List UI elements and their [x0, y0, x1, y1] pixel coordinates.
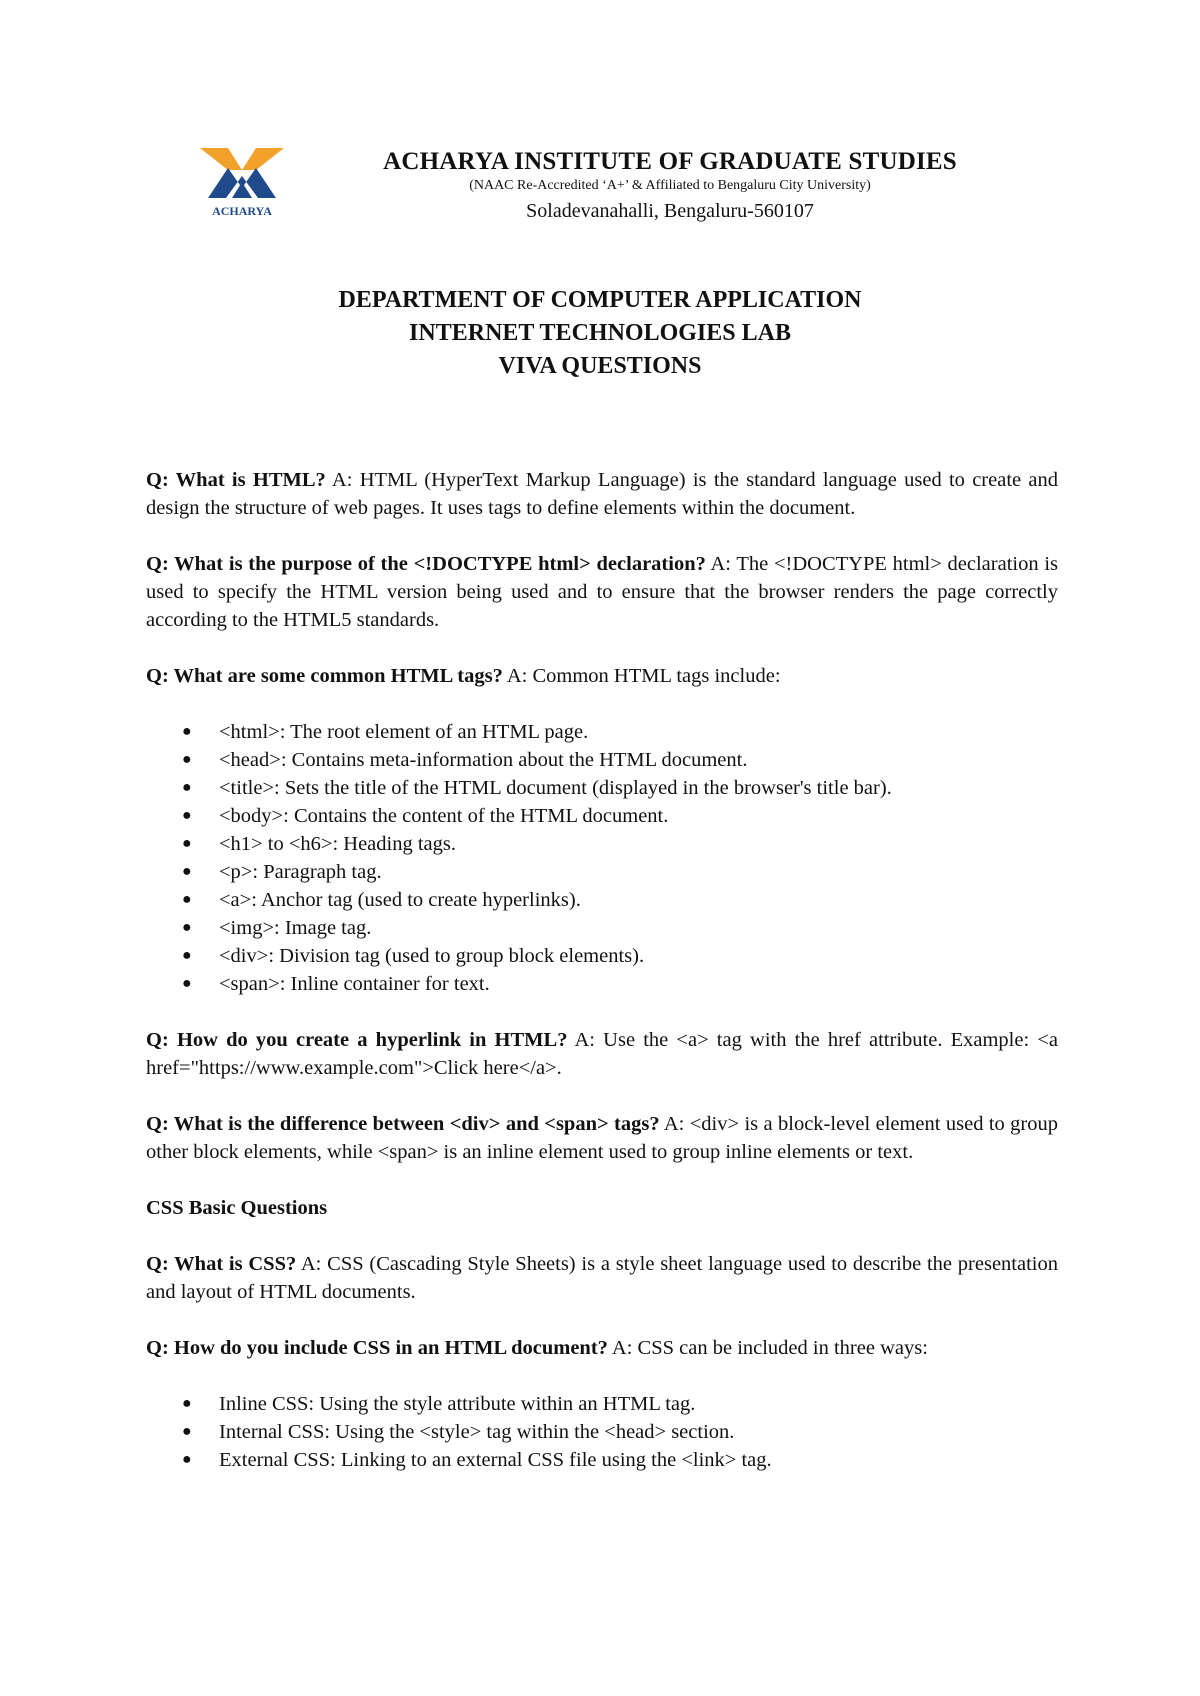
answer-text: A: The <!DOCTYPE html> declaration is used to specify the HTML version being used and to ensure that the browser renders the page correctly according to the HTML5 standards. — [146, 553, 1058, 631]
institute-address: Soladevanahalli, Bengaluru-560107 — [526, 200, 814, 222]
viva-content — [146, 466, 1058, 1502]
question-text: Q: How do you include CSS in an HTML document? — [146, 1337, 608, 1359]
acharya-logo — [198, 148, 286, 228]
list-item: ● External CSS: Linking to an external CSS file using the <link> tag. — [219, 1446, 1058, 1474]
list-item: ● <h1> to <h6>: Heading tags. — [219, 830, 1058, 858]
qa-item — [146, 466, 1058, 522]
bullet-icon: ● — [182, 779, 192, 796]
bullet-icon: ● — [182, 723, 192, 740]
list-item: ● <span>: Inline container for text. — [219, 970, 1058, 998]
question-text: Q: How do you create a hyperlink in HTML? — [146, 1029, 568, 1051]
css-ways-list — [146, 1390, 1058, 1474]
institute-header — [330, 148, 1010, 224]
list-item: ● <img>: Image tag. — [219, 914, 1058, 942]
list-item: ● <a>: Anchor tag (used to create hyperlinks). — [219, 886, 1058, 914]
list-item: ● <head>: Contains meta-information about the HTML document. — [219, 746, 1058, 774]
bullet-icon: ● — [182, 947, 192, 964]
bullet-icon: ● — [182, 807, 192, 824]
department-title: DEPARTMENT OF COMPUTER APPLICATION — [338, 287, 862, 313]
qa-item — [146, 1110, 1058, 1166]
answer-text: A: Common HTML tags include: — [502, 665, 781, 687]
list-item: ● <html>: The root element of an HTML page. — [219, 718, 1058, 746]
answer-text: A: CSS (Cascading Style Sheets) is a style sheet language used to describe the presentation and layout of HTML documents. — [146, 1253, 1058, 1303]
list-item: ● Internal CSS: Using the <style> tag within the <head> section. — [219, 1418, 1058, 1446]
qa-item — [146, 1026, 1058, 1082]
question-text: Q: What is the purpose of the <!DOCTYPE html> declaration? — [146, 553, 706, 575]
answer-text: A: CSS can be included in three ways: — [607, 1337, 928, 1359]
list-item: ● Inline CSS: Using the style attribute within an HTML tag. — [219, 1390, 1058, 1418]
bullet-icon: ● — [182, 835, 192, 852]
qa-item — [146, 550, 1058, 634]
bullet-icon: ● — [182, 919, 192, 936]
bullet-icon: ● — [182, 1423, 192, 1440]
list-item: ● <body>: Contains the content of the HTML document. — [219, 802, 1058, 830]
bullet-icon: ● — [182, 975, 192, 992]
bullet-icon: ● — [182, 1451, 192, 1468]
list-item: ● <p>: Paragraph tag. — [219, 858, 1058, 886]
institute-name: ACHARYA INSTITUTE OF GRADUATE STUDIES — [383, 148, 957, 175]
accreditation-line: (NAAC Re-Accredited ‘A+’ & Affiliated to Bengaluru City University) — [469, 178, 871, 193]
acharya-logo-icon — [198, 148, 286, 228]
lab-title: INTERNET TECHNOLOGIES LAB — [409, 320, 791, 346]
answer-text: A: <div> is a block-level element used to group other block elements, while <span> is an inline element used to group inline elements or text. — [146, 1113, 1058, 1163]
bullet-icon: ● — [182, 891, 192, 908]
list-item: ● <div>: Division tag (used to group block elements). — [219, 942, 1058, 970]
logo-text: ACHARYA — [212, 204, 272, 218]
question-text: Q: What is CSS? — [146, 1253, 297, 1275]
qa-item — [146, 1250, 1058, 1306]
answer-text: A: Use the <a> tag with the href attribute. Example: <a href="https://www.example.com">Click here</a>. — [146, 1029, 1058, 1079]
title-block — [0, 284, 1200, 383]
qa-item — [146, 662, 1058, 690]
question-text: Q: What is the difference between <div> and <span> tags? — [146, 1113, 660, 1135]
answer-text: A: HTML (HyperText Markup Language) is the standard language used to create and design the structure of web pages. It uses tags to define elements within the document. — [146, 469, 1058, 519]
qa-item — [146, 1334, 1058, 1362]
question-text: Q: What is HTML? — [146, 469, 326, 491]
css-section-title: CSS Basic Questions — [146, 1197, 328, 1219]
bullet-icon: ● — [182, 863, 192, 880]
list-item: ● <title>: Sets the title of the HTML document (displayed in the browser's title bar). — [219, 774, 1058, 802]
html-tags-list — [146, 718, 1058, 998]
bullet-icon: ● — [182, 1395, 192, 1412]
document-title: VIVA QUESTIONS — [498, 353, 702, 379]
question-text: Q: What are some common HTML tags? — [146, 665, 503, 687]
bullet-icon: ● — [182, 751, 192, 768]
